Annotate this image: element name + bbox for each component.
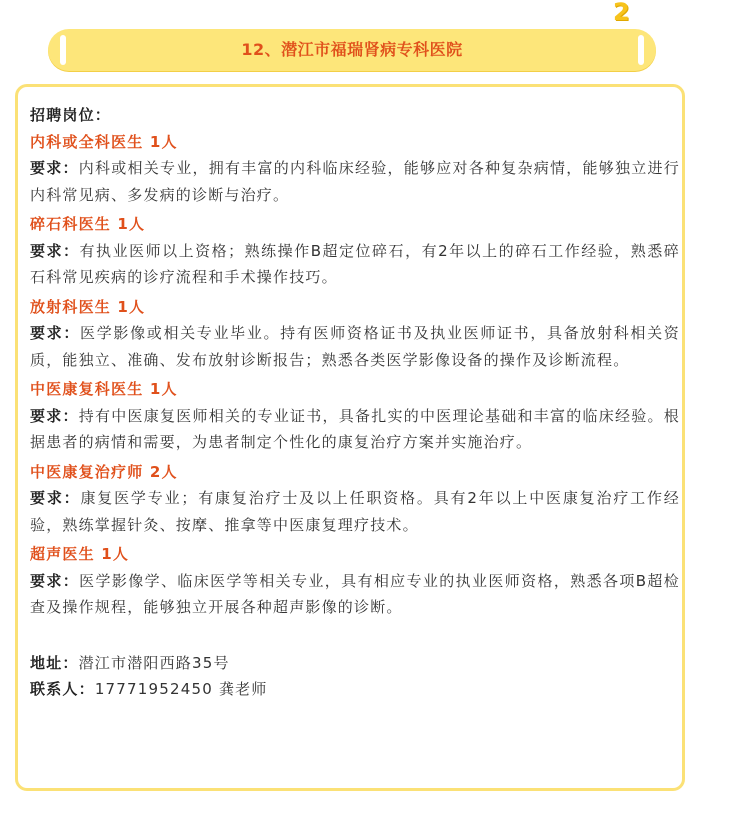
- job-item: [30, 459, 680, 539]
- job-requirement: [30, 238, 680, 291]
- requirement-text: 内科或相关专业，拥有丰富的内科临床经验，能够应对各种复杂病情，能够独立进行内科常见病、多发病的诊断与治疗。: [30, 159, 681, 204]
- requirement-label: 要求：: [30, 489, 81, 507]
- job-requirement: [30, 320, 680, 373]
- job-item: [30, 541, 680, 621]
- job-item: [30, 129, 680, 209]
- job-title: 内科或全科医生 1人: [30, 132, 178, 151]
- requirement-label: 要求：: [30, 159, 79, 177]
- job-requirement: [30, 155, 680, 208]
- job-title: 中医康复治疗师 2人: [30, 462, 178, 481]
- section-number-badge: 2: [613, 0, 630, 26]
- requirement-text: 康复医学专业；有康复治疗士及以上任职资格。具有2年以上中医康复治疗工作经验，熟练掌握针灸、按摩、推拿等中医康复理疗技术。: [30, 489, 680, 534]
- job-title: 碎石科医生 1人: [30, 215, 146, 233]
- job-title: 放射科医生 1人: [30, 297, 146, 316]
- address-line: [30, 650, 680, 677]
- requirement-text: 持有中医康复医师相关的专业证书，具备扎实的中医理论基础和丰富的临床经验。根据患者的病情和需要，为患者制定个性化的康复治疗方案并实施治疗。: [30, 406, 681, 451]
- job-item: [30, 376, 680, 456]
- contact-line: [30, 676, 680, 703]
- job-requirement: [30, 568, 680, 621]
- requirement-text: 有执业医师以上资格；熟练操作B超定位碎石，有2年以上的碎石工作经验，熟悉碎石科常见疾病的诊疗流程和手术操作技巧。: [30, 241, 680, 286]
- address-label: 地址：: [30, 653, 79, 672]
- requirement-text: 医学影像或相关专业毕业。持有医师资格证书及执业医师证书，具备放射科相关资质，能独立、准确、发布放射诊断报告；熟悉各类医学影像设备的操作及诊断流程。: [30, 324, 680, 369]
- requirement-label: 要求：: [30, 571, 80, 590]
- job-item: [30, 211, 680, 291]
- job-requirement: [30, 403, 680, 456]
- header-banner: [48, 29, 656, 71]
- address-value: 潜江市潜阳西路35号: [78, 653, 230, 672]
- requirement-label: 要求：: [30, 406, 79, 425]
- spacer: [30, 624, 680, 650]
- requirement-label: 要求：: [30, 324, 81, 342]
- job-requirement: [30, 485, 680, 538]
- requirement-label: 要求：: [30, 241, 80, 260]
- requirement-text: 医学影像学、临床医学等相关专业，具有相应专业的执业医师资格，熟悉各项B超检查及操作规程，能够独立开展各种超声影像的诊断。: [30, 571, 680, 616]
- job-title: 超声医生 1人: [30, 545, 130, 563]
- job-title: 中医康复科医生 1人: [30, 380, 178, 398]
- contact-label: 联系人：: [30, 680, 95, 698]
- job-listing-content: [30, 102, 680, 703]
- job-item: [30, 294, 680, 374]
- recruitment-label: 招聘岗位：: [30, 106, 112, 124]
- contact-value: 17771952450 龚老师: [94, 680, 268, 698]
- hospital-title: 12、潜江市福瑞肾病专科医院: [241, 40, 463, 59]
